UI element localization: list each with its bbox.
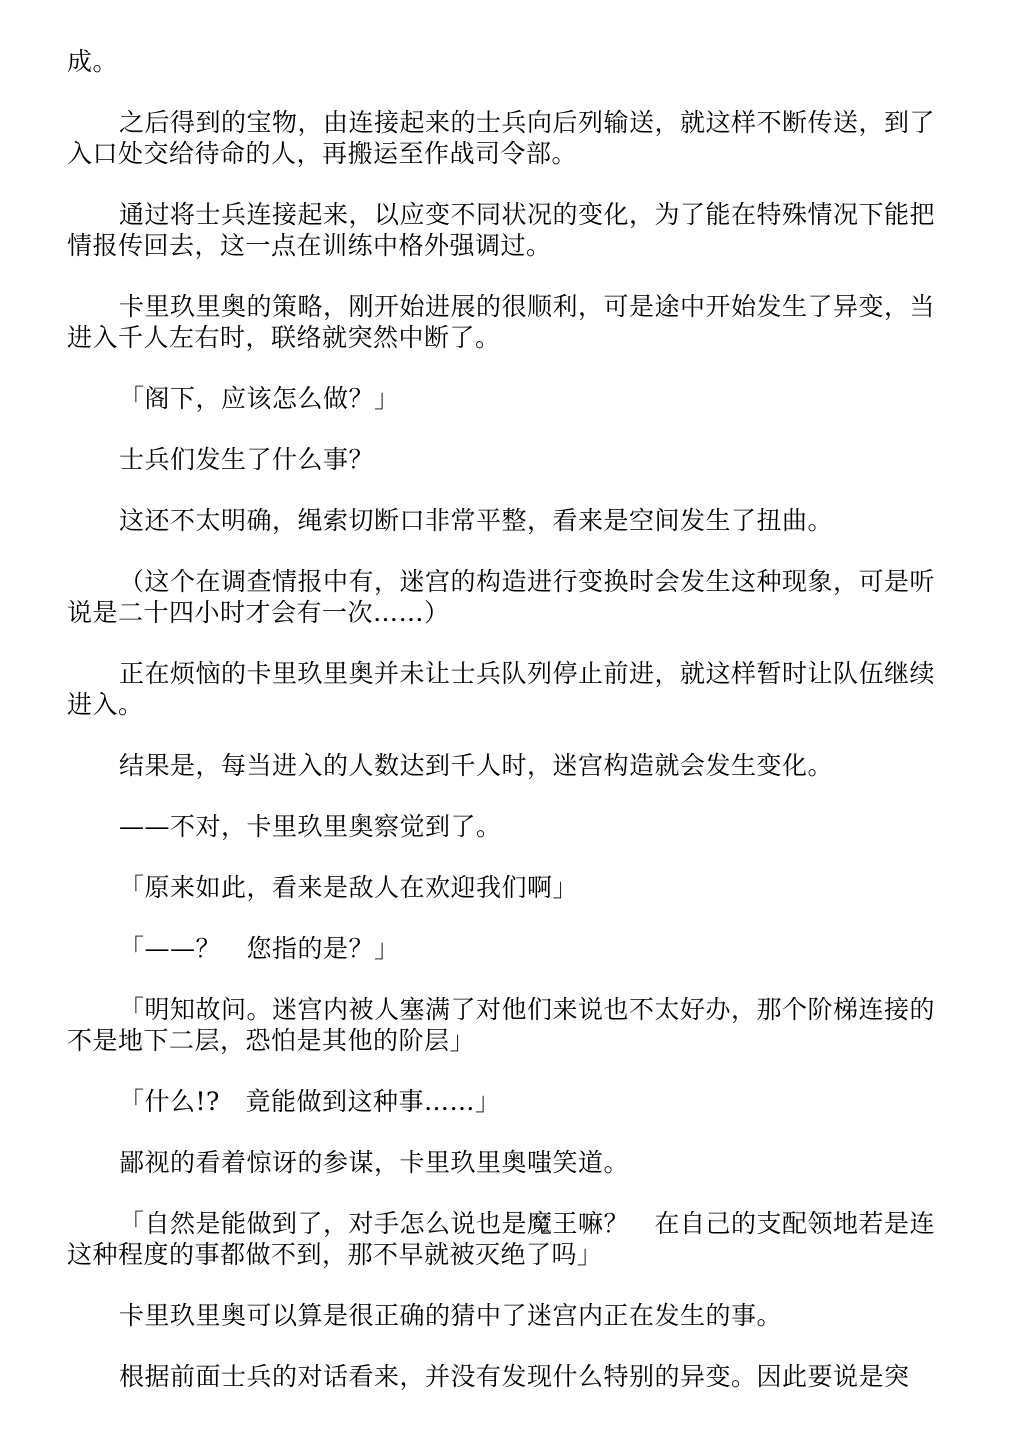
paragraph: 这还不太明确，绳索切断口非常平整，看来是空间发生了扭曲。 [119, 506, 834, 535]
dialogue-paragraph: 「什么!? 竟能做到这种事……」 [119, 1087, 501, 1116]
paragraph: 卡里玖里奥可以算是很正确的猜中了迷宫内正在发生的事。 [119, 1301, 783, 1330]
paragraph-continuation: 成。 [67, 47, 119, 76]
dialogue-paragraph: 「原来如此，看来是敌人在欢迎我们啊」 [119, 873, 579, 902]
paragraph: 之后得到的宝物，由连接起来的士兵向后列输送，就这样不断传送，到了入口处交给待命的人，再搬运至作战司令部。 [67, 108, 936, 168]
paragraph: 士兵们发生了什么事？ [119, 445, 375, 474]
dialogue-paragraph: 「——？ 您指的是？」 [119, 934, 400, 963]
inner-thought-paragraph: （这个在调查情报中有，迷宫的构造进行变换时会发生这种现象，可是听说是二十四小时才会有一次……） [67, 567, 936, 627]
paragraph: 结果是，每当进入的人数达到千人时，迷宫构造就会发生变化。 [119, 751, 834, 780]
paragraph: ——不对，卡里玖里奥察觉到了。 [119, 812, 502, 841]
body-text [67, 46, 935, 1422]
dialogue-paragraph: 「明知故问。迷宫内被人塞满了对他们来说也不太好办，那个阶梯连接的不是地下二层，恐怕是其他的阶层」 [67, 995, 936, 1055]
dialogue-paragraph: 「阁下，应该怎么做？」 [119, 384, 400, 413]
dialogue-paragraph: 「自然是能做到了，对手怎么说也是魔王嘛？ 在自己的支配领地若是连这种程度的事都做不到，那不早就被灭绝了吗」 [67, 1209, 936, 1269]
paragraph: 正在烦恼的卡里玖里奥并未让士兵队列停止前进，就这样暂时让队伍继续进入。 [67, 659, 936, 719]
paragraph: 鄙视的看着惊讶的参谋，卡里玖里奥嗤笑道。 [119, 1148, 630, 1177]
paragraph: 卡里玖里奥的策略，刚开始进展的很顺利，可是途中开始发生了异变，当进入千人左右时，联络就突然中断了。 [67, 292, 936, 352]
paragraph-truncated: 根据前面士兵的对话看来，并没有发现什么特别的异变。因此要说是突 [119, 1362, 910, 1391]
paragraph: 通过将士兵连接起来，以应变不同状况的变化，为了能在特殊情况下能把情报传回去，这一点在训练中格外强调过。 [67, 200, 936, 260]
